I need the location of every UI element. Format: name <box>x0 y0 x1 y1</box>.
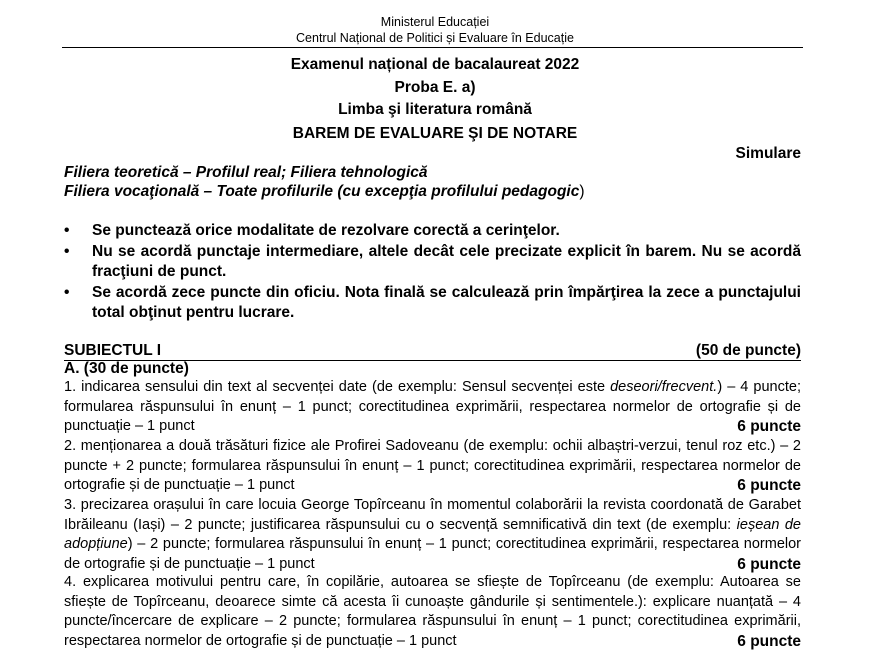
rule-item <box>64 221 801 241</box>
item-text-cont: ) – 2 puncte; formularea răspunsului în enunț – 1 punct; corectitudinea exprimării, respectarea normelor de ortografie și de punctuație – 1 punct <box>64 536 801 572</box>
item-4 <box>64 573 801 651</box>
rule-text: Nu se acordă punctaje intermediare, altele decât cele precizate explicit în barem. Nu se acordă fracţiuni de punct. <box>92 243 801 280</box>
item-2 <box>64 437 801 496</box>
item-points: 6 puncte <box>737 632 801 651</box>
filiera-line-2-text: Filiera vocaţională – Toate profilurile (cu excepţia profilului pedagogic <box>64 183 579 200</box>
subiect-points: (50 de puncte) <box>696 341 801 360</box>
bullet-icon: • <box>64 221 69 241</box>
subiect-label: SUBIECTUL I <box>64 341 161 360</box>
header-divider <box>62 47 803 48</box>
item-text: 2. menționarea a două trăsături fizice ale Profirei Sadoveanu (de exemplu: ochii albaștri-verzui, tenul roz etc.) – 2 puncte + 2 puncte; formularea răspunsului în enunț – 1 punct; corectitudinea exprimării, respectarea normelor de ortografie și de punctuație – 1 punct <box>64 438 801 493</box>
document-header <box>0 14 870 46</box>
filiera-line-2-paren: ) <box>579 183 584 200</box>
item-text: 3. precizarea orașului în care locuia George Topîrceanu în momentul colaborării la revista coordonată de Garabet Ibrăileanu (Iași) – 2 puncte; justificarea răspunsului cu o secvență semnificativă din text (de exemplu: <box>64 497 801 533</box>
section-a-heading: A. (30 de puncte) <box>64 359 189 378</box>
center-name: Centrul Național de Politici și Evaluare în Educație <box>0 30 870 46</box>
bullet-icon: • <box>64 283 69 303</box>
rule-text: Se acordă zece puncte din oficiu. Nota finală se calculează prin împărţirea la zece a punctajului total obţinut pentru lucrare. <box>92 284 801 321</box>
item-text: 4. explicarea motivului pentru care, în copilărie, autoarea se sfiește de Topîrceanu (de exemplu: Autoarea se sfiește de Topîrceanu, deoarece simte că acesta îi cunoaște gândurile și sentimentele.): explicare nuanțată – 4 puncte/încercare de explicare – 2 puncte; formularea răspunsului în enunț – 1 punct; corectitudinea exprimării, respectarea normelor de ortografie și de punctuație – 1 punct <box>64 574 801 649</box>
exam-title: Examenul național de bacalaureat 2022 <box>0 56 870 74</box>
rule-item <box>64 283 801 323</box>
barem-title: BAREM DE EVALUARE ŞI DE NOTARE <box>0 125 870 143</box>
item-points: 6 puncte <box>737 555 801 575</box>
rules-list <box>64 221 801 324</box>
item-points: 6 puncte <box>737 417 801 437</box>
item-text-cont: ) – 4 puncte; formularea răspunsului în enunț – 1 punct; corectitudinea exprimării, respectarea normelor de ortografie și de punctuație – 1 punct <box>64 379 801 434</box>
item-points: 6 puncte <box>737 476 801 496</box>
item-italic: deseori/frecvent. <box>610 379 717 395</box>
exam-proba: Proba E. a) <box>0 79 870 97</box>
rule-text: Se punctează orice modalitate de rezolvare corectă a cerinţelor. <box>92 222 560 239</box>
simulare-label: Simulare <box>736 145 801 163</box>
subiect-heading <box>64 341 801 361</box>
filiera-line-1: Filiera teoretică – Profilul real; Filiera tehnologică <box>64 164 428 182</box>
filiera-line-2 <box>64 183 585 201</box>
item-text: 1. indicarea sensului din text al secvenței date (de exemplu: Sensul secvenței este <box>64 379 610 395</box>
item-3 <box>64 496 801 574</box>
item-1 <box>64 378 801 437</box>
bullet-icon: • <box>64 242 69 262</box>
ministry-name: Ministerul Educației <box>0 14 870 30</box>
rule-item <box>64 242 801 282</box>
exam-subject: Limba şi literatura română <box>0 101 870 119</box>
item-italic: ieșean de adopțiune <box>64 517 801 553</box>
